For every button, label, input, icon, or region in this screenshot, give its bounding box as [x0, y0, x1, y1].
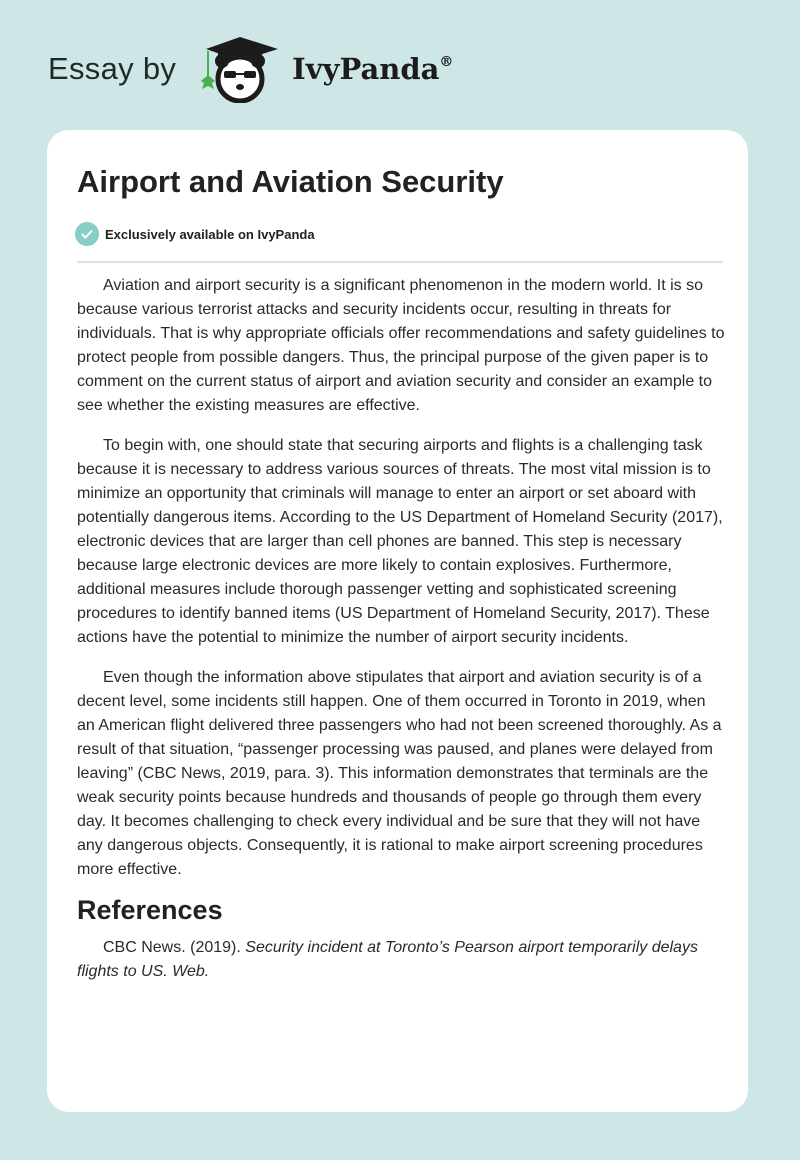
badge-text: Exclusively available on IvyPanda: [105, 226, 315, 242]
brand-text: IvyPanda: [292, 52, 440, 86]
ivypanda-logo-icon[interactable]: [194, 35, 284, 103]
reference-author: CBC News. (2019).: [103, 939, 246, 956]
paragraph: To begin with, one should state that securing airports and flights is a challenging task because it is necessary to address various sources of threats. The most vital mission is to minimize an opportunity that criminals will manage to enter an airport or set aboard with potentially dangerous items. According to the US Department of Homeland Security (2017), electronic devices that are larger than cell phones are banned. This step is necessary because large electronic devices are more likely to contain explosives. Furthermore, additional measures include thorough passenger vetting and sophisticated screening procedures to identify banned items (US Department of Homeland Security, 2017). These actions have the potential to minimize the number of airport security incidents.: [77, 437, 723, 646]
site-header: [48, 34, 453, 104]
paragraph: Even though the information above stipulates that airport and aviation security is of a decent level, some incidents still happen. One of them occurred in Toronto in 2019, when an American flight delivered three passengers who had not been screened thoroughly. As a result of that situation, “passenger processing was paused, and planes were delayed from leaving” (CBC News, 2019, para. 3). This information demonstrates that terminals are the weak security points because hundreds and thousands of people go through them every day. It becomes challenging to check every individual and be sure that they will not have any dangerous objects. Consequently, it is rational to make airport screening procedures more effective.: [77, 669, 722, 878]
essay-card: [47, 130, 748, 1112]
exclusive-badge: [75, 222, 315, 246]
essay-by-label: Essay by: [48, 51, 177, 86]
references-heading: References: [77, 895, 223, 925]
paragraph: Aviation and airport security is a significant phenomenon in the modern world. It is so because various terrorist attacks and security incidents occur, resulting in threats for individuals. That is why appropriate officials offer recommendations and safety guidelines to protect people from possible dangers. Thus, the principal purpose of the given paper is to comment on the current status of airport and aviation security and consider an example to see whether the existing measures are effective.: [77, 277, 725, 414]
check-icon: [75, 222, 99, 246]
divider: [77, 261, 723, 263]
reference-item: [77, 936, 727, 984]
essay-body: [77, 274, 727, 1000]
reference-title: Security incident at Toronto’s Pearson airport temporarily delays flights to US. Web.: [77, 939, 698, 980]
page-title: Airport and Aviation Security: [77, 164, 504, 199]
registered-mark: ®: [439, 54, 454, 70]
brand-name[interactable]: [292, 52, 453, 86]
